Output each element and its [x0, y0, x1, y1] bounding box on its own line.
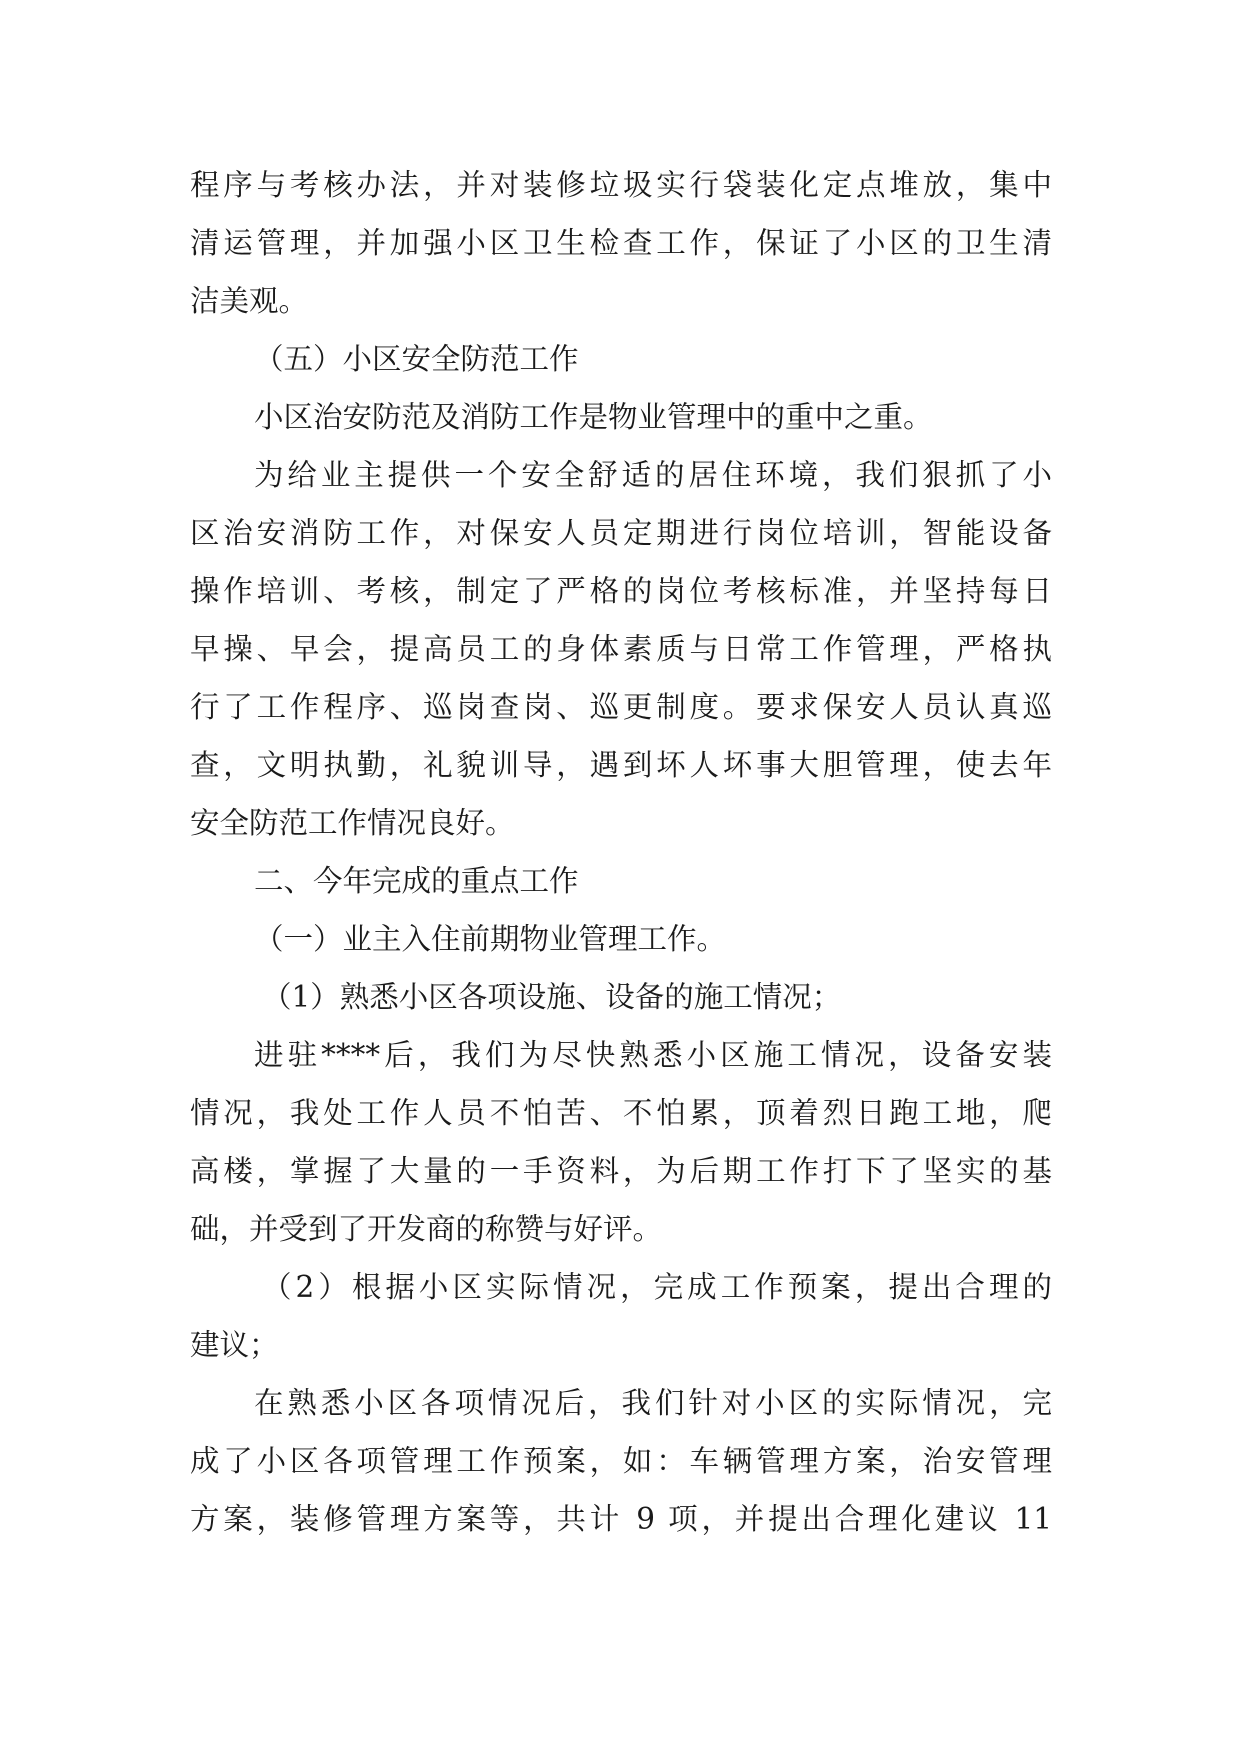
- text-line: 高楼，掌握了大量的一手资料，为后期工作打下了坚实的基: [190, 1154, 1052, 1188]
- text-line: 区治安消防工作，对保安人员定期进行岗位培训，智能设备: [190, 516, 1052, 550]
- text-line: 在熟悉小区各项情况后，我们针对小区的实际情况，完: [254, 1386, 1052, 1420]
- text-line: 安全防范工作情况良好。: [190, 806, 515, 840]
- text-line: 方案，装修管理方案等，共计 9 项，并提出合理化建议 11: [190, 1502, 1052, 1536]
- text-line: 清运管理，并加强小区卫生检查工作，保证了小区的卫生清: [190, 226, 1052, 260]
- text-line: 为给业主提供一个安全舒适的居住环境，我们狠抓了小: [254, 458, 1052, 492]
- text-line: 查，文明执勤，礼貌训导，遇到坏人坏事大胆管理，使去年: [190, 748, 1052, 782]
- text-line: 程序与考核办法，并对装修垃圾实行袋装化定点堆放，集中: [190, 168, 1052, 202]
- section-heading: 二、今年完成的重点工作: [254, 864, 579, 898]
- text-line: 情况，我处工作人员不怕苦、不怕累，顶着烈日跑工地，爬: [190, 1096, 1052, 1130]
- text-line: 行了工作程序、巡岗查岗、巡更制度。要求保安人员认真巡: [190, 690, 1052, 724]
- text-line: 洁美观。: [190, 284, 309, 318]
- text-line: 早操、早会，提高员工的身体素质与日常工作管理，严格执: [190, 632, 1052, 666]
- text-line: 小区治安防范及消防工作是物业管理中的重中之重。: [254, 400, 933, 434]
- text-line: 进驻****后，我们为尽快熟悉小区施工情况，设备安装: [254, 1038, 1052, 1072]
- text-line: 建议；: [190, 1328, 279, 1362]
- text-line: 成了小区各项管理工作预案，如：车辆管理方案，治安管理: [190, 1444, 1052, 1478]
- item-heading: （2）根据小区实际情况，完成工作预案，提出合理的: [262, 1270, 1052, 1304]
- section-heading: （五）小区安全防范工作: [254, 342, 579, 376]
- text-line: 操作培训、考核，制定了严格的岗位考核标准，并坚持每日: [190, 574, 1052, 608]
- text-line: 础，并受到了开发商的称赞与好评。: [190, 1212, 663, 1246]
- subsection-heading: （一）业主入住前期物业管理工作。: [254, 922, 727, 956]
- item-heading: （1）熟悉小区各项设施、设备的施工情况；: [262, 980, 842, 1014]
